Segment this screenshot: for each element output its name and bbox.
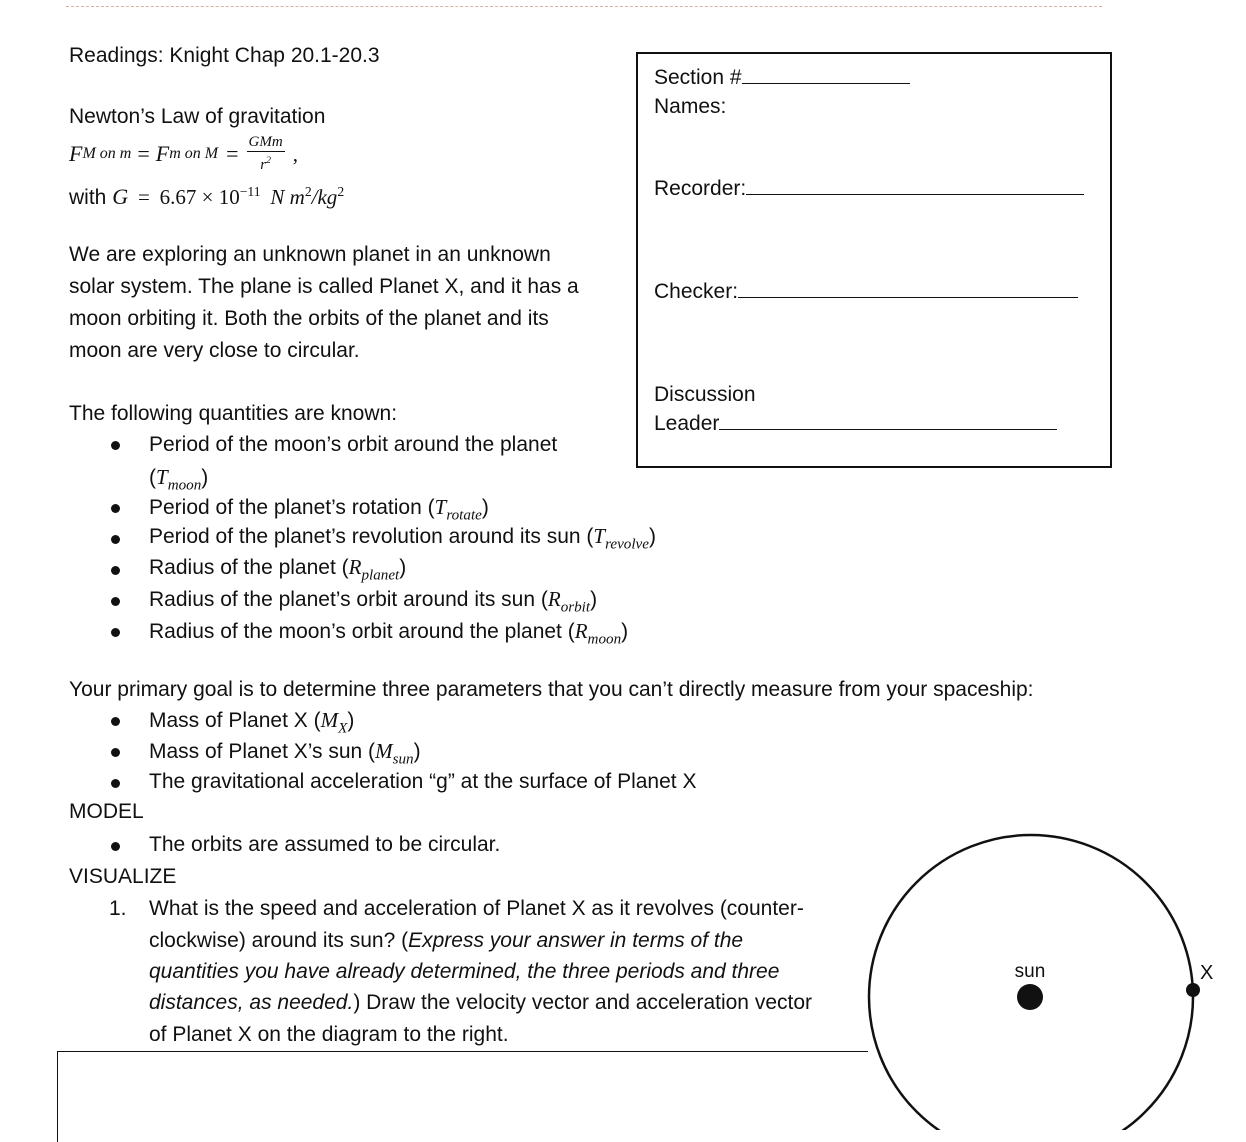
- g-exponent: −11: [239, 184, 261, 199]
- known-item-text: Radius of the planet’s orbit around its sun (: [149, 588, 548, 611]
- open-paren: (: [149, 466, 156, 489]
- answer-box[interactable]: [57, 1051, 868, 1142]
- orbit-circle: [869, 835, 1193, 1130]
- quantity-subscript: moon: [587, 631, 622, 648]
- quantity-subscript: rotate: [446, 507, 482, 524]
- section-field: [654, 62, 910, 94]
- comma: ,: [292, 141, 298, 166]
- f-subscript: m on M: [169, 145, 219, 162]
- g-unit: /kg: [311, 185, 338, 210]
- known-item: [149, 615, 628, 655]
- question-number: 1.: [109, 897, 127, 920]
- section-label: Section #: [654, 66, 742, 89]
- goal-item-text: Mass of Planet X’s sun (: [149, 740, 376, 763]
- intro-line: moon orbiting it. Both the orbits of the planet and its: [69, 307, 549, 330]
- visualize-heading: VISUALIZE: [69, 865, 177, 888]
- question-italic-text: distances, as needed.: [149, 991, 354, 1014]
- bullet: [111, 748, 120, 757]
- quantity-symbol: T: [156, 465, 168, 489]
- checker-input-line[interactable]: [738, 279, 1078, 298]
- f-symbol: F: [155, 141, 170, 166]
- close-paren: ): [481, 496, 489, 519]
- readings: Readings: Knight Chap 20.1-20.3: [69, 44, 380, 67]
- close-paren: ): [399, 556, 407, 579]
- quantity-subscript: moon: [167, 477, 202, 494]
- gravity-fraction: [247, 134, 285, 174]
- intro-line: We are exploring an unknown planet in an unknown: [69, 243, 551, 266]
- known-item-text: Period of the planet’s revolution around its sun (: [149, 525, 594, 548]
- fraction-numerator: GMm: [248, 134, 283, 151]
- equals-sign: =: [226, 141, 239, 166]
- g-unit-exponent: 2: [304, 184, 312, 199]
- quantity-subscript: X: [338, 720, 348, 737]
- law-title: Newton’s Law of gravitation: [69, 105, 326, 128]
- model-heading: MODEL: [69, 800, 144, 823]
- question-italic-text: Express your answer in terms of the: [408, 929, 744, 952]
- f-subscript: M on m: [82, 145, 132, 162]
- planet-x-dot[interactable]: [1186, 983, 1200, 997]
- model-item: The orbits are assumed to be circular.: [149, 833, 501, 856]
- discussion-label: Discussion: [654, 383, 756, 406]
- g-unit-exponent: 2: [337, 184, 345, 199]
- checker-label: Checker:: [654, 280, 739, 303]
- quantity-subscript: sun: [392, 751, 414, 768]
- bullet: [111, 628, 120, 637]
- quantity-symbol: R: [547, 587, 561, 611]
- known-heading: The following quantities are known:: [69, 402, 398, 425]
- fraction-denominator: r: [260, 156, 267, 173]
- bullet: [111, 842, 120, 851]
- top-dashed-rule: [66, 6, 1102, 7]
- close-paren: ): [590, 588, 598, 611]
- goal-item-text: The gravitational acceleration “g” at the surface of Planet X: [149, 770, 697, 793]
- bullet: [111, 566, 120, 575]
- sun-dot: [1017, 984, 1043, 1010]
- planet-x-label: X: [1200, 962, 1214, 984]
- quantity-symbol: M: [320, 708, 339, 732]
- denominator-exponent: 2: [266, 155, 271, 167]
- quantity-symbol: T: [593, 524, 606, 548]
- quantity-symbol: R: [574, 619, 588, 643]
- g-unit: N m: [270, 185, 305, 210]
- leader-input-line[interactable]: [719, 411, 1057, 430]
- orbit-diagram: [860, 820, 1246, 1130]
- question-line: [149, 987, 812, 1019]
- quantity-subscript: planet: [361, 567, 400, 584]
- close-paren: ): [621, 620, 629, 643]
- bullet: [111, 717, 120, 726]
- bullet: [111, 535, 120, 544]
- question-line: [149, 925, 743, 957]
- leader-field: [654, 408, 1057, 440]
- g-value: 6.67 × 10: [159, 185, 240, 210]
- bullet: [111, 504, 120, 513]
- known-item-text: Period of the planet’s rotation (: [149, 496, 435, 519]
- question-line: of Planet X on the diagram to the right.: [149, 1023, 509, 1046]
- quantity-symbol: T: [434, 495, 447, 519]
- gravitation-equation: [69, 132, 298, 176]
- quantity-symbol: M: [375, 739, 393, 763]
- question-text: clockwise) around its sun? (: [149, 929, 409, 952]
- question-line: quantities you have already determined, the three periods and three: [149, 960, 780, 983]
- equals-sign: =: [137, 141, 150, 166]
- question-line: What is the speed and acceleration of Planet X as it revolves (counter-: [149, 897, 804, 920]
- quantity-symbol: R: [348, 555, 362, 579]
- known-item-text: Period of the moon’s orbit around the planet: [149, 433, 558, 456]
- section-input-line[interactable]: [742, 65, 910, 84]
- goal-heading: Your primary goal is to determine three parameters that you can’t directly measure from your spaceship:: [69, 678, 1034, 701]
- bullet: [111, 597, 120, 606]
- f-symbol: F: [69, 141, 83, 166]
- leader-label: Leader: [654, 412, 720, 435]
- names-label: Names:: [654, 95, 727, 118]
- recorder-field: [654, 173, 1084, 205]
- equals-sign: =: [137, 185, 150, 210]
- close-paren: ): [201, 466, 209, 489]
- known-item-text: Radius of the moon’s orbit around the planet (: [149, 620, 575, 643]
- checker-field: [654, 276, 1078, 308]
- sun-label: sun: [1014, 961, 1046, 982]
- close-paren: ): [648, 525, 656, 548]
- g-symbol: G: [112, 184, 129, 210]
- close-paren: ): [347, 709, 355, 732]
- quantity-subscript: revolve: [605, 536, 649, 553]
- intro-line: moon are very close to circular.: [69, 339, 360, 362]
- g-constant: [69, 176, 344, 214]
- quantity-subscript: orbit: [560, 599, 591, 616]
- recorder-input-line[interactable]: [746, 176, 1084, 195]
- with-word: with: [69, 186, 107, 210]
- intro-line: solar system. The plane is called Planet X, and it has a: [69, 275, 579, 298]
- recorder-label: Recorder:: [654, 177, 747, 200]
- known-item-text: Radius of the planet (: [149, 556, 349, 579]
- bullet: [111, 779, 120, 788]
- bullet: [111, 441, 120, 450]
- close-paren: ): [413, 740, 421, 763]
- goal-item-text: Mass of Planet X (: [149, 709, 321, 732]
- question-text: ) Draw the velocity vector and acceleration vector: [353, 991, 813, 1014]
